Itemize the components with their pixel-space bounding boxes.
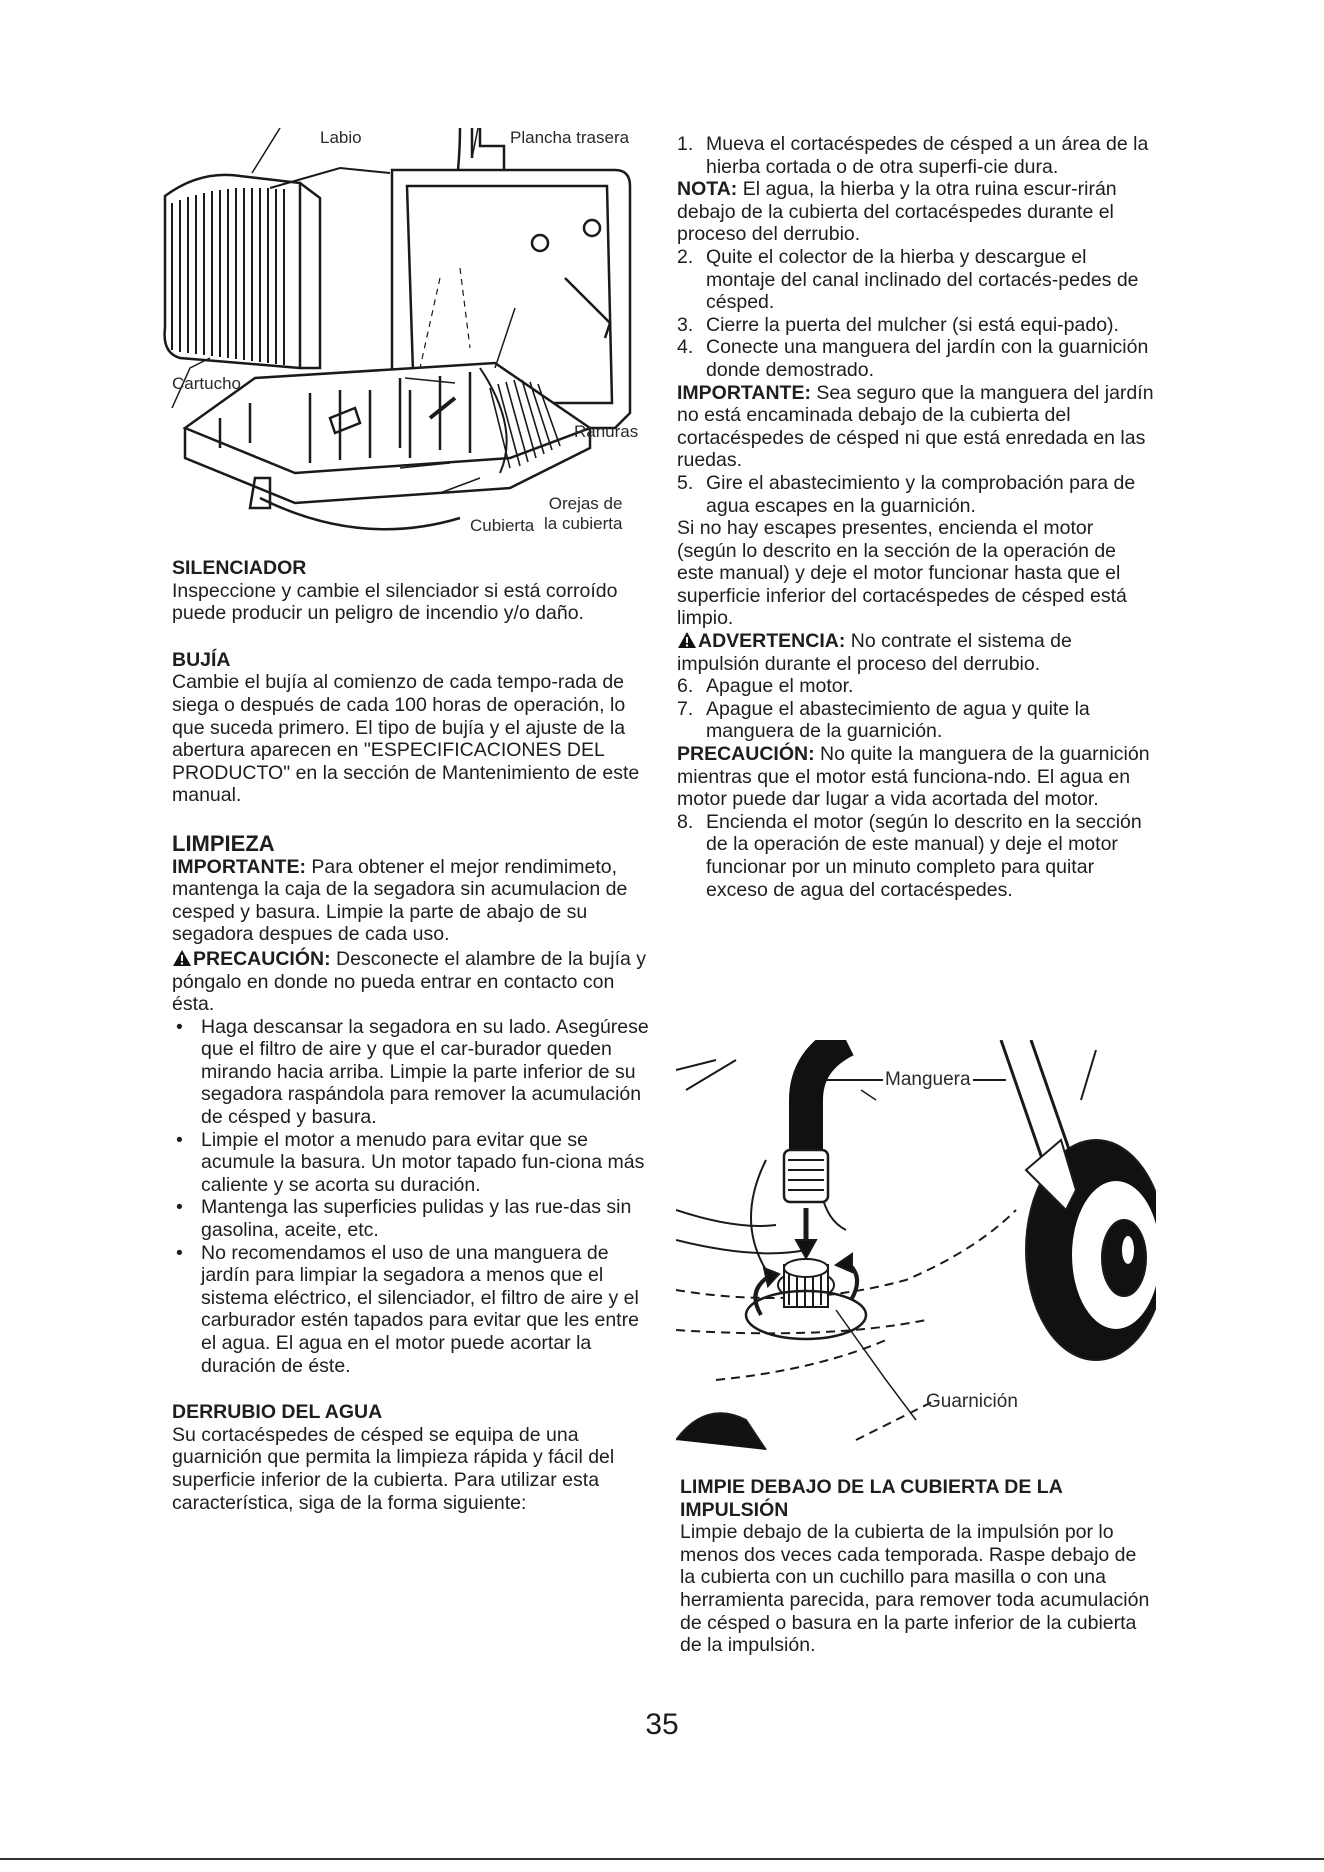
limpieza-importante xyxy=(172,856,654,946)
bottom-rule xyxy=(0,1858,1324,1860)
silenciador-heading: SILENCIADOR xyxy=(172,557,307,579)
importante-label: IMPORTANTE: xyxy=(172,855,306,878)
step-3: 3. Cierre la puerta del mulcher (si está equi-pado). xyxy=(677,313,1119,336)
precaucion-note: PRECAUCIÓN: No quite la manguera de la guarnición mientras que el motor está funciona-ndo. El agua en motor puede dar lugar a vida acortada del motor. xyxy=(677,743,1150,811)
limpieza-heading: LIMPIEZA xyxy=(172,830,275,856)
step-2: 2. Quite el colector de la hierba y descargue el montaje del canal inclinado del cortacés-pedes de césped. xyxy=(677,245,1139,314)
label-cubierta: Cubierta xyxy=(470,516,535,535)
label-cartucho: Cartucho xyxy=(172,374,241,393)
label-guarnicion: Guarnición xyxy=(926,1391,1018,1412)
right-column xyxy=(677,133,1157,901)
left-column xyxy=(172,557,654,1514)
step-7: 7. Apague el abastecimiento de agua y quite la manguera de la guarnición. xyxy=(677,697,1090,743)
list-item: • Mantenga las superficies pulidas y las rue-das sin gasolina, aceite, etc. xyxy=(176,1196,632,1242)
step-6: 6. Apague el motor. xyxy=(677,675,854,698)
page-number: 35 xyxy=(645,1708,679,1741)
limpie-debajo-text: Limpie debajo de la cubierta de la impulsión por lo menos dos veces cada temporada. Raspe debajo de la cubierta con un cuchillo para masilla o con una herramienta parecida, para remover toda acumulación de césped o basura en la parte inferior de la cubierta de la impulsión. xyxy=(680,1521,1150,1657)
precaucion-text: Desconecte el alambre de la bujía y póngalo en donde no pueda entrar en contacto con ésta. xyxy=(172,947,647,1016)
bujia-text: Cambie el bujía al comienzo de cada tempo-rada de siega o después de cada 100 horas de operación, lo que suceda primero. El tipo de bujía y el ajuste de la abertura aparecen en "ESPECIFICACIONES DEL PRODUCTO" en la sección de Mantenimiento de este manual. xyxy=(172,671,640,807)
hose-fitting-figure xyxy=(676,1040,1156,1450)
list-item: • No recomendamos el uso de una manguera de jardín para limpiar la segadora a menos que el sistema eléctrico, el silenciador, el filtro de aire y el carburador estén tapados para evitar que les entre el agua. El agua en el motor puede acortar la duración de éste. xyxy=(176,1241,639,1377)
limpie-debajo-heading: LIMPIE DEBAJO DE LA CUBIERTA DE LA IMPULSIÓN xyxy=(680,1476,1063,1521)
air-filter-illustration xyxy=(160,128,660,543)
precaucion-label: PRECAUCIÓN: xyxy=(193,947,331,970)
warning-icon xyxy=(172,949,192,967)
label-labio: Labio xyxy=(320,128,362,147)
label-orejas: Orejas de la cubierta xyxy=(544,494,623,533)
importante-text: Para obtener el mejor rendimimeto, mantenga la caja de la segadora sin acumulacion de cesped y basura. Limpie la parte de abajo de su segadora despues de cada uso. xyxy=(172,855,628,946)
air-filter-figure xyxy=(160,128,660,543)
importante-note: IMPORTANTE: Sea seguro que la manguera del jardín no está encaminada debajo de la cubierta del cortacéspedes de césped ni que está enredada en las ruedas. xyxy=(677,381,1154,472)
si-no-hay-escapes: Si no hay escapes presentes, encienda el motor (según lo descrito en la sección de la operación de este manual) y deje el motor funcionar hasta que el superficie inferior del cortacéspedes de césped está limpio. xyxy=(677,517,1127,630)
step-5: 5. Gire el abastecimiento y la comprobación para de agua escapes en la guarnición. xyxy=(677,471,1136,517)
limpieza-precaucion xyxy=(172,948,654,1016)
list-item: • Haga descansar la segadora en su lado. Asegúrese que el filtro de aire y que el car-burador queden mirando hacia arriba. Limpie la parte inferior de su segadora raspándola para remover la acumulación de césped y basura. xyxy=(176,1015,649,1129)
label-manguera: Manguera xyxy=(885,1069,971,1090)
advertencia-note: ADVERTENCIA: No contrate el sistema de impulsión durante el proceso del derrubio. xyxy=(677,630,1072,675)
bujia-heading: BUJÍA xyxy=(172,648,231,671)
label-plancha-trasera: Plancha trasera xyxy=(510,128,630,147)
warning-icon xyxy=(677,631,697,649)
right-column-lower xyxy=(680,1476,1156,1657)
label-ranuras: Ranuras xyxy=(574,422,639,441)
step-4: 4. Conecte una manguera del jardín con la guarnición donde demostrado. xyxy=(677,336,1149,381)
silenciador-text: Inspeccione y cambie el silenciador si está corroído puede producir un peligro de incendio y/o daño. xyxy=(172,579,618,625)
nota: NOTA: El agua, la hierba y la otra ruina escur-rirán debajo de la cubierta del cortacéspedes durante el proceso del derrubio. xyxy=(677,178,1117,246)
step-8: 8. Encienda el motor (según lo descrito en la sección de la operación de este manual) y deje el motor funcionar por un minuto completo para quitar exceso de agua del cortacéspedes. xyxy=(677,810,1142,901)
step-1: 1. Mueva el cortacéspedes de césped a un área de la hierba cortada o de otra superfi-cie dura. xyxy=(677,133,1149,178)
derrubio-text: Su cortacéspedes de césped se equipa de una guarnición que permita la limpieza rápida y fácil del superficie inferior de la cubierta. Para utilizar esta característica, siga de la forma siguiente: xyxy=(172,1423,615,1514)
list-item: • Limpie el motor a menudo para evitar que se acumule la basura. Un motor tapado fun-ciona más caliente y se acorta su duración. xyxy=(176,1128,645,1196)
derrubio-heading: DERRUBIO DEL AGUA xyxy=(172,1401,383,1424)
hose-fitting-illustration xyxy=(676,1040,1156,1450)
